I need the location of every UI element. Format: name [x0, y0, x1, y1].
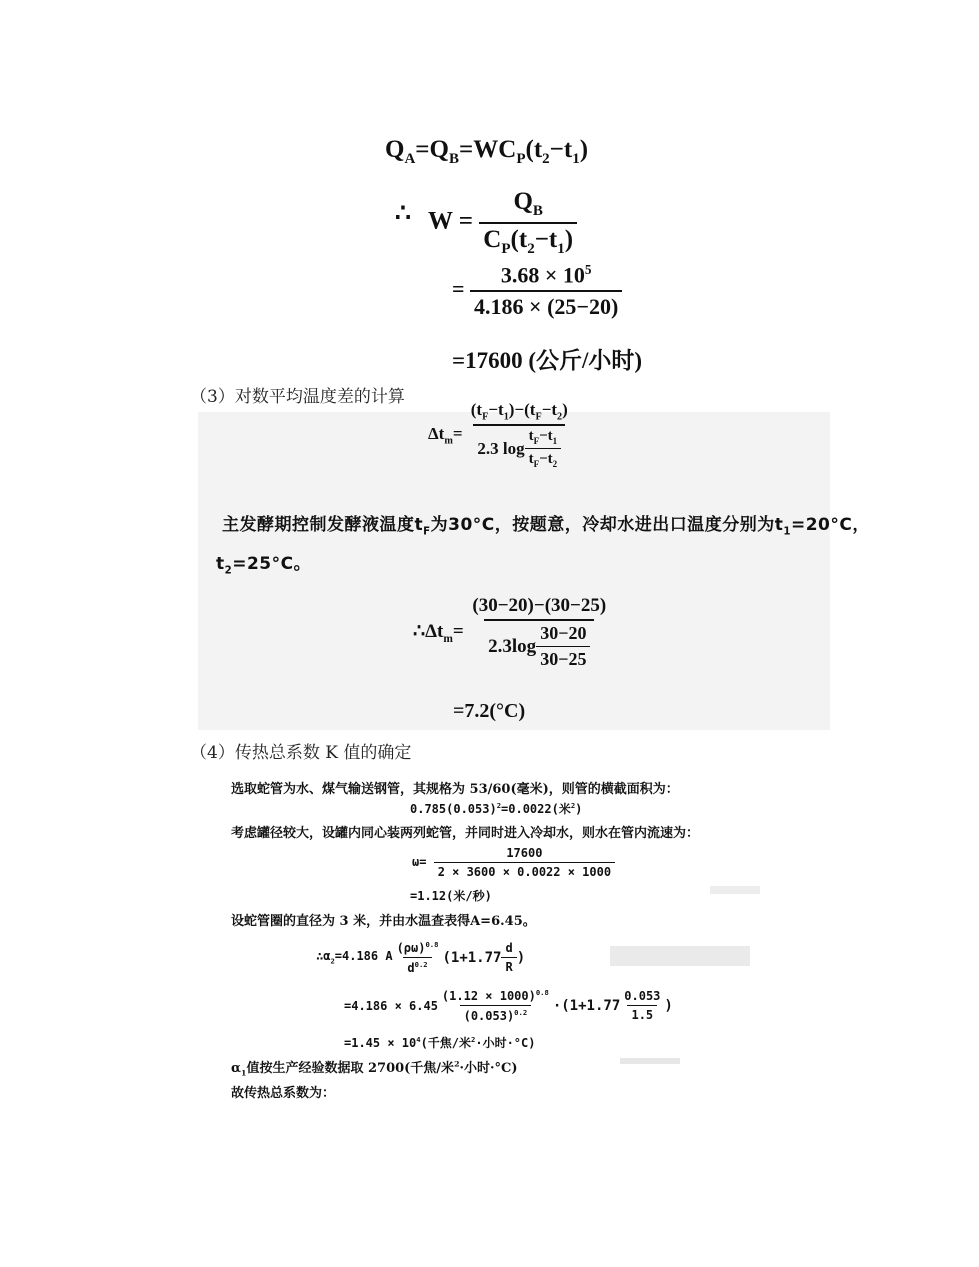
alpha2-ratio-num: d: [505, 941, 513, 955]
lmtd-sub-log-prefix: 2.3log: [488, 635, 537, 657]
alpha2-formula: [316, 940, 525, 975]
lmtd-log-denominator: $t_F-t_2$: [525, 448, 562, 469]
coil-arrangement-line: 考虑罐径较大，设罐内同心装两列蛇管，并同时进入冷却水，则水在管内流速为：: [231, 826, 700, 841]
alpha2-ratio: [501, 941, 516, 974]
scan-speck: [710, 886, 760, 894]
lmtd-log-numerator: $t_F-t_1$: [528, 428, 558, 447]
alpha2-paren-close: ): [516, 949, 526, 966]
alpha2-sub-denominator: $(0.053)^{0.2}$: [460, 1005, 532, 1023]
alpha2-sub-ratio: [620, 989, 664, 1022]
lmtd-lhs: $\Delta t_m=$: [428, 423, 463, 446]
scan-speck: [610, 946, 750, 966]
alpha2-numerator: $(\rho\omega)^{0.8}$: [396, 940, 439, 955]
w-denominator: $C_P(t_2-t_1)$: [479, 222, 577, 258]
alpha2-substitution: [344, 988, 673, 1023]
lmtd-sub-fraction: [468, 595, 610, 670]
velocity-denominator: 2 × 3600 × 0.0022 × 1000: [434, 862, 615, 879]
w-sub-fraction: [470, 262, 622, 320]
lmtd-substitution: [413, 595, 610, 670]
alpha2-denominator: $d^{0.2}$: [403, 957, 431, 975]
alpha2-sub-paren-open: ·(1+1.77: [552, 997, 621, 1014]
alpha2-sub-ratio-den: 1.5: [627, 1005, 657, 1022]
total-coefficient-line: 故传热总系数为：: [231, 1086, 336, 1101]
fermentation-paragraph-line1: 主发酵期控制发酵液温度$t_F$为30°C，按题意，冷却水进出口温度分别为$t_1=20^\circ C$，: [222, 515, 870, 538]
scan-speck: [620, 1058, 680, 1064]
lmtd-denominator: [473, 424, 565, 469]
lmtd-result: =7.2(°C): [453, 700, 526, 722]
velocity-equation: [412, 846, 615, 879]
lmtd-sub-denominator: [484, 619, 594, 670]
alpha2-sub-fraction: [438, 988, 553, 1023]
w-sub-numerator: $3.68 \times 10^5$: [500, 262, 592, 288]
fermentation-paragraph-line2: $t_2=25^\circ C$。: [216, 554, 312, 577]
alpha2-sub-ratio-num: 0.053: [624, 989, 661, 1003]
w-fraction: [479, 188, 577, 258]
alpha2-sub-prefix: =4.186 × 6.45: [344, 998, 438, 1013]
pipe-selection-line: 选取蛇管为水、煤气输送钢管，其规格为 53/60(毫米)，则管的横截面积为：: [231, 782, 679, 797]
w-result: =17600 (公斤/小时): [452, 348, 643, 373]
therefore-symbol: ∴: [395, 200, 411, 227]
coil-diameter-line: 设蛇管圈的直径为 3 米，并由水温查表得A=6.45。: [231, 914, 536, 929]
w-lhs: W =: [428, 207, 474, 235]
section-4-heading: （4）传热总系数 K 值的确定: [190, 743, 412, 763]
alpha1-line: $\alpha_1$值按生产经验数据取 2700(千焦/米$^2$·小时·°C): [231, 1059, 518, 1078]
alpha2-lhs: $\therefore\alpha_2=4.186$ A: [316, 949, 393, 966]
w-equation: [428, 188, 577, 258]
lmtd-numerator: $(t_F-t_1)-(t_F-t_2)$: [470, 400, 568, 423]
lmtd-sub-log-numerator: 30−20: [540, 623, 587, 643]
lmtd-log-fraction: [525, 428, 562, 469]
w-numerator: $Q_B$: [513, 188, 543, 219]
alpha2-ratio-den: R: [501, 957, 516, 974]
velocity-result: =1.12(米/秒): [410, 889, 492, 903]
lmtd-sub-numerator: (30−20)−(30−25): [472, 595, 607, 616]
w-substitution: [452, 262, 622, 320]
alpha2-fraction: [393, 940, 443, 975]
lmtd-fraction: [467, 400, 572, 469]
alpha2-paren-open: (1+1.77: [442, 949, 502, 966]
velocity-numerator: 17600: [506, 846, 543, 860]
cross-section-area: $0.785(0.053)^2=0.0022$(米$^2$): [410, 801, 583, 816]
heat-balance-equation: $Q_A=Q_B=WC_P(t_2-t_1)$: [385, 136, 589, 167]
lmtd-sub-lhs: $\therefore\Delta t_m=$: [413, 620, 464, 645]
velocity-lhs: ω=: [412, 855, 427, 869]
alpha2-result: $=1.45 \times 10^4$(千焦/米$^2$·小时·°C): [344, 1035, 536, 1050]
alpha2-sub-numerator: $(1.12 \times 1000)^{0.8}$: [441, 988, 549, 1003]
lmtd-sub-log-denominator: 30−25: [536, 646, 590, 670]
velocity-fraction: [434, 846, 615, 879]
lmtd-formula: [428, 400, 572, 469]
lmtd-sub-log-fraction: [536, 623, 590, 670]
section-3-heading: （3）对数平均温度差的计算: [190, 387, 405, 407]
w-sub-denominator: 4.186 × (25−20): [470, 290, 622, 320]
w-sub-equals: =: [452, 276, 465, 302]
lmtd-log-prefix: 2.3 log: [477, 438, 525, 458]
alpha2-sub-paren-close: ): [664, 997, 673, 1014]
